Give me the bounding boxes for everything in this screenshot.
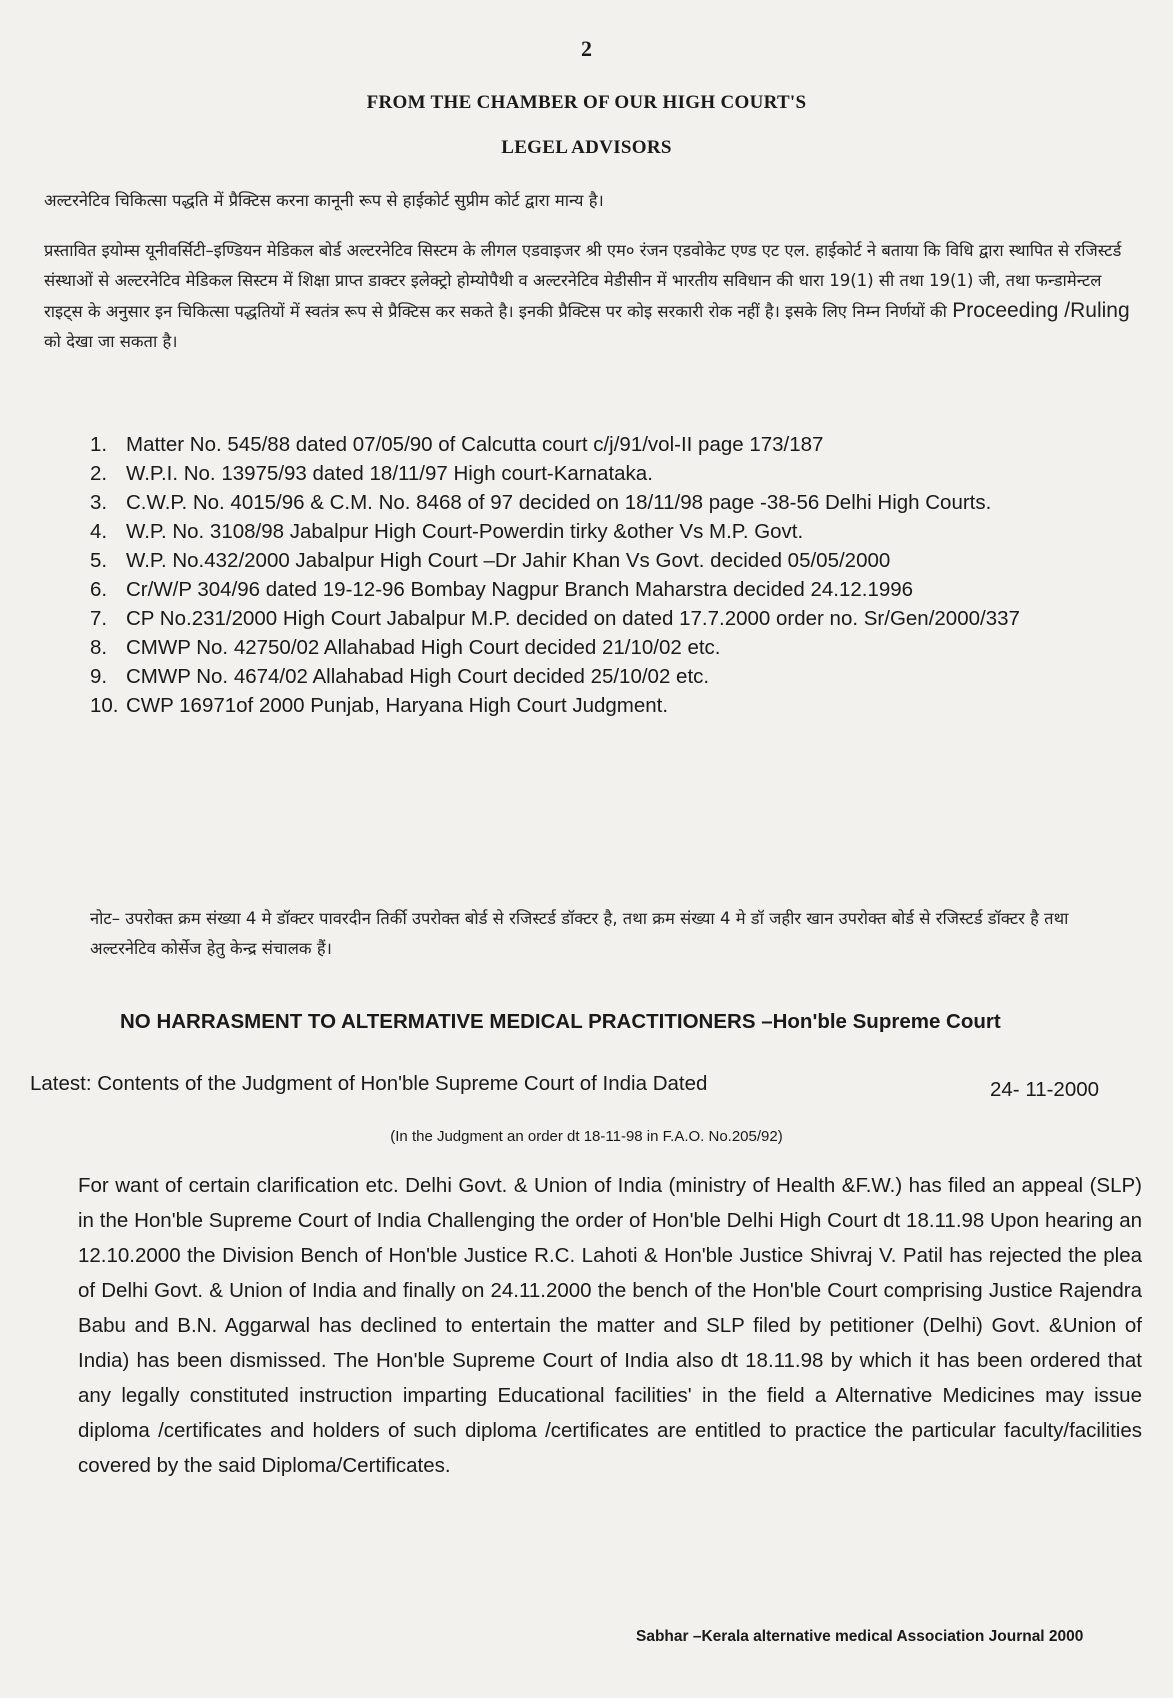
list-number: 7. bbox=[90, 607, 108, 630]
list-text: Cr/W/P 304/96 dated 19-12-96 Bombay Nagpur Branch Maharstra decided 24.12.1996 bbox=[126, 578, 914, 601]
list-number: 2. bbox=[90, 462, 108, 485]
section-heading: NO HARRASMENT TO ALTERMATIVE MEDICAL PRACTITIONERS –Hon'ble Supreme Court bbox=[120, 1010, 1001, 1033]
body-paragraph: For want of certain clarification etc. Delhi Govt. & Union of India (ministry of Health &F.W.) has filed an appeal (SLP) in the Hon'ble Supreme Court of India Challenging the order of Hon'ble Delhi High Court dt 18.11.98 Upon hearing an 12.10.2000 the Division Bench of Hon'ble Justice R.C. Lahoti & Hon'ble Justice Shivraj V. Patil has rejected the plea of Delhi Govt. & Union of India and finally on 24.11.2000 the bench of the Hon'ble Court comprising Justice Rajendra Babu and B.N. Aggarwal has declined to entertain the matter and SLP filed by petitioner (Delhi) Govt. &Union of India) has been dismissed. The Hon'ble Supreme Court of India also dt 18.11.98 by which it has been ordered that any legally constituted instruction imparting Educational facilities' in the field a Alternative Medicines may issue diploma /certificates and holders of such diploma /certificates are entitled to practice the particular faculty/facilities covered by the said Diploma/Certificates. bbox=[78, 1174, 1142, 1477]
list-text: CWP 16971of 2000 Punjab, Haryana High Court Judgment. bbox=[126, 694, 669, 717]
hindi-paragraph-tail: को देखा जा सकता है। bbox=[44, 332, 178, 351]
proceeding-ruling-text: Proceeding /Ruling bbox=[952, 299, 1130, 322]
list-text: W.P. No.432/2000 Jabalpur High Court –Dr Jahir Khan Vs Govt. decided 05/05/2000 bbox=[126, 549, 891, 572]
list-item bbox=[90, 662, 1100, 691]
note-hindi: नोट– उपरोक्त क्रम संख्या 4 मे डॉक्टर पावरदीन तिर्की उपरोक्त बोर्ड से रजिस्टर्ड डॉक्टर है, तथा क्रम संख्या 4 मे डॉ जहीर खान उपरोक्त बोर्ड से रजिस्टर्ड डॉक्टर है तथा अल्टरनेटिव कोर्सेज हेतु केन्द्र संचालक हैं। bbox=[90, 909, 1069, 958]
list-number: 8. bbox=[90, 636, 108, 659]
list-number: 6. bbox=[90, 578, 108, 601]
list-text: Matter No. 545/88 dated 07/05/90 of Calcutta court c/j/91/vol-II page 173/187 bbox=[126, 433, 824, 456]
list-item bbox=[90, 430, 1100, 459]
list-item bbox=[90, 546, 1100, 575]
list-number: 10. bbox=[90, 694, 119, 717]
intro-hindi: अल्टरनेटिव चिकित्सा पद्धति में प्रैक्टिस करना कानूनी रूप से हाईकोर्ट सुप्रीम कोर्ट द्वारा मान्य है। bbox=[44, 191, 604, 210]
list-item bbox=[90, 633, 1100, 662]
latest-date: 24- 11-2000 bbox=[990, 1078, 1100, 1101]
latest-line: Latest: Contents of the Judgment of Hon'ble Supreme Court of India Dated bbox=[30, 1072, 708, 1095]
list-number: 3. bbox=[90, 491, 108, 514]
footer-source: Sabhar –Kerala alternative medical Association Journal 2000 bbox=[636, 1628, 1084, 1645]
hindi-paragraph bbox=[44, 236, 1134, 357]
list-text: W.P.I. No. 13975/93 dated 18/11/97 High court-Karnataka. bbox=[126, 462, 653, 485]
list-item bbox=[90, 517, 1100, 546]
header-line-2: LEGEL ADVISORS bbox=[501, 137, 672, 158]
list-text: C.W.P. No. 4015/96 & C.M. No. 8468 of 97 decided on 18/11/98 page -38-56 Delhi High Courts. bbox=[126, 491, 992, 514]
list-number: 4. bbox=[90, 520, 108, 543]
list-item bbox=[90, 604, 1100, 633]
list-text: CMWP No. 4674/02 Allahabad High Court decided 25/10/02 etc. bbox=[126, 665, 710, 688]
hindi-paragraph-text: प्रस्तावित इयोम्स यूनीवर्सिटी–इण्डियन मेडिकल बोर्ड अल्टरनेटिव सिस्टम के लीगल एडवाइजर श्री एम० रंजन एडवोकेट एण्ड एट एल. हाईकोर्ट ने बताया कि विधि द्वारा स्थापित से रजिस्टर्ड संस्थाओं से अल्टरनेटिव मेडिकल सिस्टम में शिक्षा प्राप्त डाक्टर इलेक्ट्रो होम्योपैथी व अल्टरनेटिव मेडीसीन में भारतीय सविधान की धारा 19(1) सी तथा 19(1) जी, तथा फन्डामेन्टल राइट्स के अनुसार इन चिकित्सा पद्धतियों में स्वतंत्र रूप से प्रैक्टिस कर सकते है। इनकी प्रैक्टिस पर कोइ सरकारी रोक नहीं है। इसके लिए निम्न निर्णयों की bbox=[44, 241, 1122, 321]
list-number: 1. bbox=[90, 433, 108, 456]
list-item bbox=[90, 575, 1100, 604]
judgment-note: (In the Judgment an order dt 18-11-98 in F.A.O. No.205/92) bbox=[390, 1128, 783, 1145]
list-number: 9. bbox=[90, 665, 108, 688]
page-number: 2 bbox=[581, 36, 592, 61]
list-text: W.P. No. 3108/98 Jabalpur High Court-Powerdin tirky &other Vs M.P. Govt. bbox=[126, 520, 804, 543]
list-number: 5. bbox=[90, 549, 108, 572]
list-item bbox=[90, 488, 1100, 517]
header-line-1: FROM THE CHAMBER OF OUR HIGH COURT'S bbox=[366, 92, 807, 113]
list-text: CP No.231/2000 High Court Jabalpur M.P. decided on dated 17.7.2000 order no. Sr/Gen/2000/337 bbox=[126, 607, 1020, 630]
list-text: CMWP No. 42750/02 Allahabad High Court decided 21/10/02 etc. bbox=[126, 636, 721, 659]
list-item bbox=[90, 691, 1100, 720]
rulings-list bbox=[90, 430, 1100, 720]
list-item bbox=[90, 459, 1100, 488]
